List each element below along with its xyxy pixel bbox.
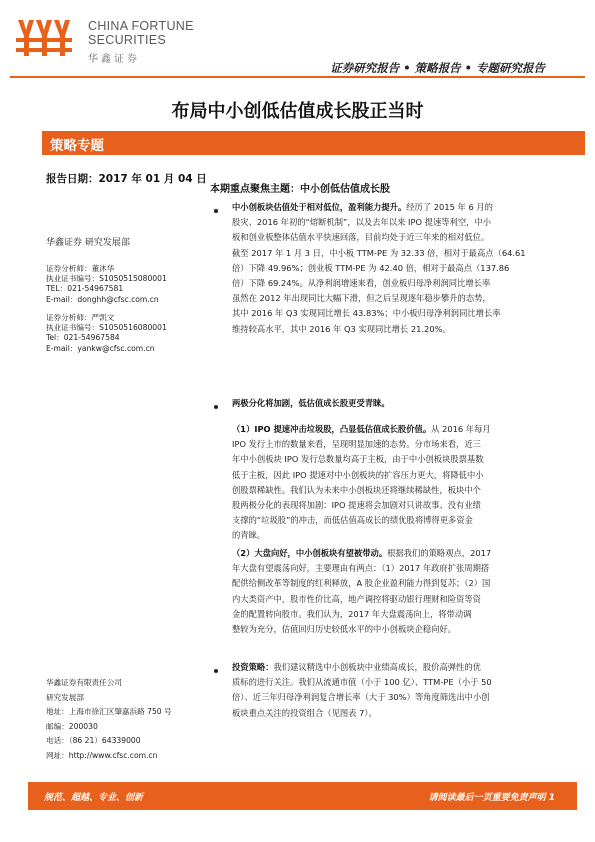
- paragraph-heading: （2）大盘向好，中小创板块有望被带动。: [232, 548, 388, 558]
- company-contact: [46, 676, 172, 763]
- paragraph-line: 低于主板，因此 IPO 提速对中小创板块的扩容压力更大，将降低中小: [232, 469, 484, 480]
- paragraph-line: 内大类资产中，股市性价比高，地产调控将驱动银行理财和险资等资: [232, 593, 481, 604]
- paragraph-line: 维持较高水平，其中 2016 年 Q3 实现同比增长 21.20%。: [232, 323, 451, 334]
- paragraph-strategy: [232, 660, 554, 721]
- paragraph-line: 股灾、2016 年初的“熔断机制”，以及去年以来 IPO 提速等利空，中小: [232, 217, 492, 228]
- paragraph-line: 我们建议精选中小创板块中业绩高成长，股价高弹性的优: [273, 662, 481, 672]
- paragraph-line: 的青睐。: [232, 530, 266, 541]
- paragraph-line: 倍）下降 49.96%；创业板 TTM-PE 为 42.40 倍，相对于最高点（137.86: [232, 262, 510, 273]
- footer-bar: [28, 782, 577, 810]
- paragraph-line: 配供给侧改革等制度的红利释放，A 股企业盈利能力得到复苏；（2）国: [232, 578, 491, 589]
- analyst-block: [46, 313, 167, 354]
- section-banner: [42, 131, 585, 155]
- paragraph-line: 质标的进行关注。我们从流通市值（小于 100 亿）、TTM-PE（小于 50: [232, 677, 492, 688]
- report-date: 报告日期：2017 年 01 月 04 日: [46, 173, 207, 185]
- paragraph-heading: 中小创板块估值处于相对低位，盈利能力提升。: [232, 202, 407, 212]
- paragraph-line: 年中小创板块 IPO 发行总数量均高于主板，由于中小创板块股票基数: [232, 454, 484, 465]
- analyst-email: E-mail：donghh@cfsc.com.cn: [46, 294, 159, 304]
- page-title: 布局中小创低估值成长股正当时: [171, 101, 424, 122]
- analyst-cert: 执业证书编号：S1050516080001: [46, 323, 167, 333]
- brand-name-line1: CHINA FORTUNE: [88, 19, 194, 33]
- company-logo: [14, 16, 82, 62]
- company-zip: 邮编：200030: [46, 721, 98, 731]
- paragraph-line: 其中 2016 年 Q3 实现同比增长 43.83%；中小板归母净利润同比增长率: [232, 308, 501, 319]
- brand-name-cn: 华鑫证券: [88, 54, 140, 65]
- section-banner-label: 策略专题: [50, 138, 104, 154]
- paragraph-line: 板块重点关注的投资组合（见图表 7）。: [232, 707, 377, 718]
- paragraph-line: IPO 发行上市的数量来看，呈现明显加速的态势。分市场来看，近三: [232, 439, 481, 450]
- paragraph-line: 股两极分化的表现将加剧：IPO 提速将会加剧对只讲故事、没有业绩: [232, 500, 481, 511]
- bullet-icon: [214, 669, 218, 673]
- company-dept: 研究发展部: [46, 692, 84, 702]
- paragraph-line: 年大盘有望震荡向好，主要理由有两点：（1）2017 年政府扩张周期搭: [232, 563, 490, 574]
- paragraph-ipo: [232, 422, 554, 544]
- brand-name-en: [88, 19, 194, 47]
- paragraph-line: 倍）、近三年归母净利润复合增长率（大于 30%）等角度筛选出中小创: [232, 692, 490, 703]
- company-website: 网址：http://www.cfsc.com.cn: [46, 750, 158, 760]
- analyst-cert: 执业证书编号：S1050515080001: [46, 274, 167, 284]
- paragraph-line: 整较为充分，估值回归历史较低水平的中小创板块企稳向好。: [232, 624, 457, 635]
- footer-disclaimer: 请阅读最后一页重要免责声明 1: [428, 793, 555, 803]
- analyst-email: E-mail：yankw@cfsc.com.cn: [46, 343, 155, 353]
- report-series: 证券研究报告 • 策略报告 • 专题研究报告: [330, 61, 545, 75]
- paragraph-line: 支撑的“垃圾股”的冲击，而低估值高成长的绩优股将博得更多资金: [232, 515, 473, 526]
- paragraph-line: 板和创业板整体估值水平快速回落，目前均处于近三年来的相对低位。: [232, 232, 490, 243]
- paragraph-polarization: [232, 396, 554, 411]
- company-name: 华鑫证券有限责任公司: [46, 678, 122, 687]
- analyst-block: [46, 264, 167, 305]
- analyst-phone: TEL：021-54967581: [46, 284, 124, 294]
- analyst-name: 证券分析师：严凯文: [46, 313, 115, 322]
- paragraph-heading: 投资策略：: [232, 662, 274, 672]
- paragraph-line: 根据我们的策略观点，2017: [387, 548, 492, 558]
- analyst-name: 证券分析师：董沐华: [46, 264, 115, 273]
- paragraph-heading: 两极分化将加剧，低估值成长股更受青睐。: [232, 398, 390, 408]
- paragraph-line: 金的配置转向股市。我们认为，2017 年大盘震荡向上，将带动调: [232, 608, 472, 619]
- footer-slogan: 规范、超越、专业、创新: [44, 793, 144, 803]
- analyst-phone: Tel：021-54967584: [46, 333, 120, 343]
- brand-name-line2: SECURITIES: [88, 33, 167, 47]
- bullet-icon: [214, 209, 218, 213]
- paragraph-line: 从 2016 年每月: [431, 424, 491, 434]
- header-divider: [10, 76, 585, 78]
- paragraph-line: 创股票稀缺性。我们认为未来中小创板块还将继续稀缺性，板块中个: [232, 484, 481, 495]
- paragraph-line: 虽然在 2012 年出现同比大幅下滑，但之后呈现逐年稳步攀升的态势，: [232, 293, 491, 304]
- company-phone: 电话：（86 21）64339000: [46, 736, 141, 745]
- paragraph-line: 经历了 2015 年 6 月的: [406, 202, 493, 212]
- focus-topic: 本期重点聚焦主题：中小创低估值成长股: [210, 184, 390, 195]
- paragraph-valuation: [232, 200, 554, 337]
- paragraph-line: 倍）下降 69.24%。从净利润增速来看，创业板归母净利润同比增长率: [232, 278, 491, 289]
- paragraph-line: 截至 2017 年 1 月 3 日，中小板 TTM-PE 为 32.33 倍，相对于最高点（64.61: [232, 247, 526, 258]
- paragraph-market: [232, 546, 554, 637]
- paragraph-heading: （1）IPO 提速冲击垃圾股，凸显低估值成长股价值。: [232, 424, 432, 434]
- research-dept: 华鑫证券 研究发展部: [46, 238, 130, 248]
- bullet-icon: [214, 405, 218, 409]
- company-address: 地址：上海市徐汇区肇嘉浜路 750 号: [46, 707, 172, 716]
